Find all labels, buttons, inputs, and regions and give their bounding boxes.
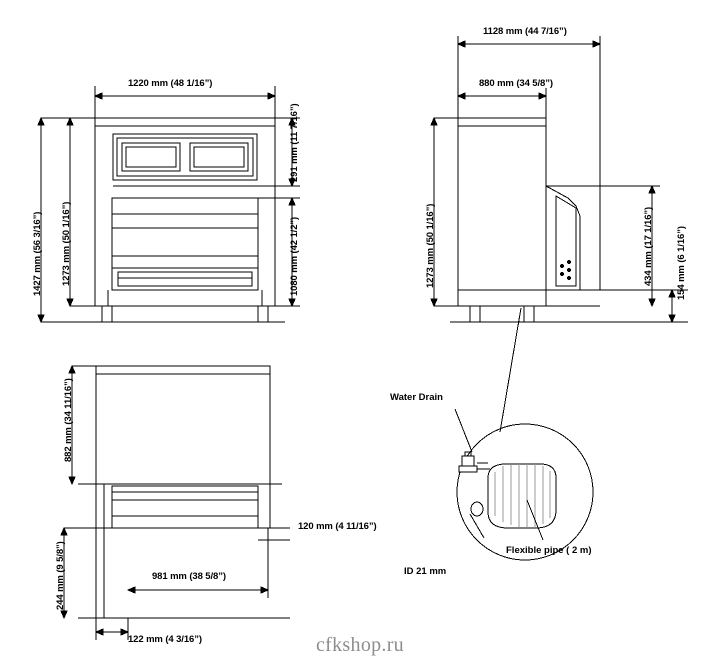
- side-drain-upper-label: 434 mm (17 1/16”): [643, 206, 654, 286]
- bottom-height-lower-label: 244 mm (9 5/8”): [55, 541, 66, 610]
- inner-diameter-label: ID 21 mm: [404, 566, 447, 577]
- front-height-body-label: 1273 mm (50 1/16”): [61, 201, 72, 286]
- bottom-width-base-label: 122 mm (4 3/16”): [128, 634, 202, 645]
- side-height-body-label: 1273 mm (50 1/16”): [425, 203, 436, 288]
- bottom-width-offset-label: 120 mm (4 11/16”): [298, 521, 377, 532]
- side-depth-body-label: 880 mm (34 5/8”): [479, 78, 553, 89]
- bottom-height-upper-label: 882 mm (34 11/16”): [63, 378, 74, 462]
- front-mid-section-label: 1080 mm (42 1/2”): [289, 216, 300, 296]
- side-drain-lower-label: 154 mm (6 1/16”): [676, 226, 687, 300]
- flexible-pipe-label: Flexible pipe ( 2 m): [506, 545, 592, 556]
- front-top-section-label: 291 mm (11 7/16”): [289, 103, 300, 182]
- site-watermark: cfkshop.ru: [316, 634, 404, 656]
- front-height-overall-label: 1427 mm (56 3/16”): [32, 211, 43, 296]
- bottom-width-inner-label: 981 mm (38 5/8”): [152, 571, 226, 582]
- side-depth-overall-label: 1128 mm (44 7/16”): [483, 26, 567, 37]
- water-drain-label: Water Drain: [390, 392, 443, 403]
- front-width-label: 1220 mm (48 1/16”): [128, 78, 213, 89]
